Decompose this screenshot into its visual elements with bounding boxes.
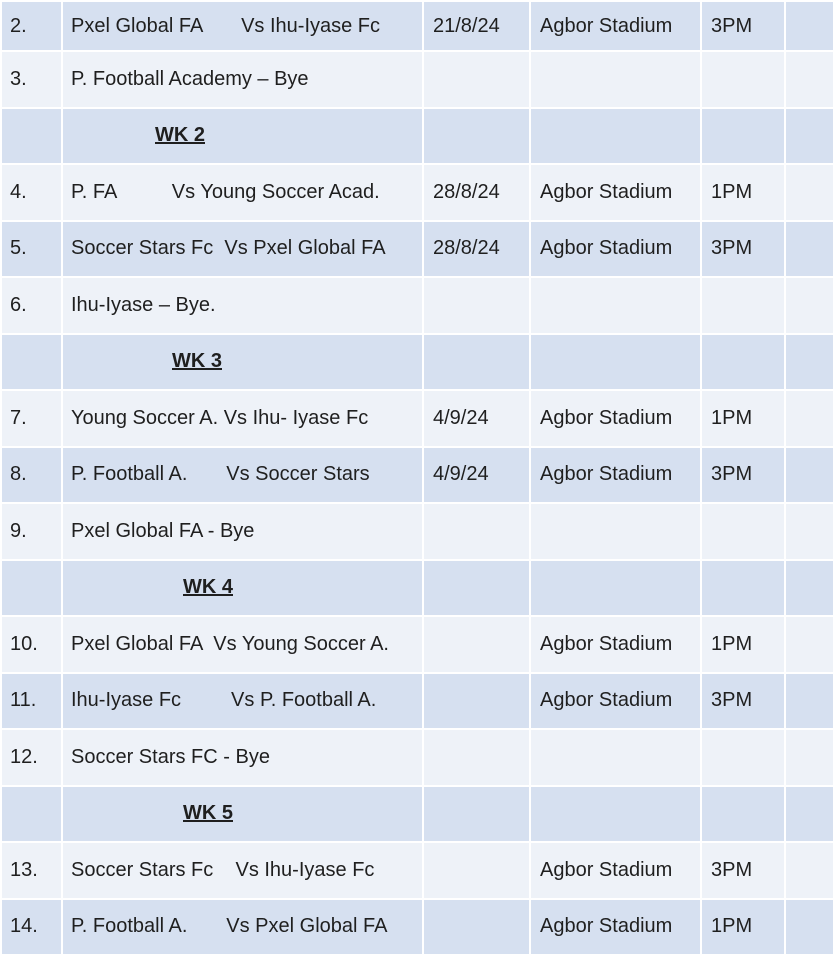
fixture-number: 3. (1, 51, 62, 108)
fixture-date (423, 729, 530, 786)
fixture-teams: Ihu-Iyase Fc Vs P. Football A. (62, 673, 423, 730)
week-label: WK 3 (172, 350, 222, 373)
extra-cell (785, 164, 833, 221)
fixture-time: 3PM (701, 1, 785, 51)
week-number-cell (1, 560, 62, 617)
fixture-number: 2. (1, 1, 62, 51)
extra-cell (785, 447, 833, 504)
fixture-teams: Ihu-Iyase – Bye. (62, 277, 423, 334)
extra-cell (785, 390, 833, 447)
fixture-time: 1PM (701, 899, 785, 956)
fixture-row (1, 277, 833, 334)
extra-cell (785, 673, 833, 730)
fixture-venue (530, 729, 701, 786)
week-header-row (1, 560, 833, 617)
fixture-venue: Agbor Stadium (530, 673, 701, 730)
fixture-date: 28/8/24 (423, 221, 530, 278)
venue-cell (530, 560, 701, 617)
fixture-teams: P. Football A. Vs Soccer Stars (62, 447, 423, 504)
week-label: WK 2 (155, 124, 205, 147)
fixture-row (1, 51, 833, 108)
fixture-venue: Agbor Stadium (530, 1, 701, 51)
fixture-number: 12. (1, 729, 62, 786)
extra-cell (785, 221, 833, 278)
fixture-row (1, 842, 833, 899)
fixture-teams: Soccer Stars Fc Vs Ihu-Iyase Fc (62, 842, 423, 899)
week-number-cell (1, 108, 62, 165)
fixture-date (423, 616, 530, 673)
fixture-teams: Pxel Global FA - Bye (62, 503, 423, 560)
week-header-row (1, 786, 833, 843)
fixture-time: 1PM (701, 390, 785, 447)
fixture-date (423, 842, 530, 899)
week-label-cell (62, 786, 423, 843)
extra-cell (785, 503, 833, 560)
extra-cell (785, 277, 833, 334)
fixture-time: 3PM (701, 447, 785, 504)
time-cell (701, 560, 785, 617)
fixture-venue: Agbor Stadium (530, 390, 701, 447)
extra-cell (785, 899, 833, 956)
fixture-row (1, 390, 833, 447)
fixture-venue: Agbor Stadium (530, 221, 701, 278)
fixture-row (1, 221, 833, 278)
fixture-time (701, 503, 785, 560)
date-cell (423, 108, 530, 165)
week-label-cell (62, 560, 423, 617)
date-cell (423, 786, 530, 843)
fixture-time: 3PM (701, 673, 785, 730)
fixture-date: 21/8/24 (423, 1, 530, 51)
fixture-date (423, 51, 530, 108)
fixture-teams: Pxel Global FA Vs Ihu-Iyase Fc (62, 1, 423, 51)
fixture-time: 3PM (701, 842, 785, 899)
fixture-teams: Pxel Global FA Vs Young Soccer A. (62, 616, 423, 673)
fixture-date (423, 899, 530, 956)
fixture-venue (530, 277, 701, 334)
week-header-row (1, 334, 833, 391)
fixture-venue: Agbor Stadium (530, 899, 701, 956)
venue-cell (530, 108, 701, 165)
date-cell (423, 334, 530, 391)
extra-cell (785, 1, 833, 51)
fixture-row (1, 673, 833, 730)
fixture-venue (530, 51, 701, 108)
fixture-time: 1PM (701, 164, 785, 221)
time-cell (701, 108, 785, 165)
week-label-cell (62, 108, 423, 165)
extra-cell (785, 51, 833, 108)
fixture-time: 1PM (701, 616, 785, 673)
week-header-row (1, 108, 833, 165)
fixture-number: 8. (1, 447, 62, 504)
fixture-number: 14. (1, 899, 62, 956)
fixtures-body (1, 1, 833, 955)
fixture-time (701, 277, 785, 334)
fixture-date (423, 503, 530, 560)
fixture-date (423, 673, 530, 730)
extra-cell (785, 108, 833, 165)
fixture-row (1, 447, 833, 504)
fixture-number: 11. (1, 673, 62, 730)
venue-cell (530, 334, 701, 391)
fixture-venue: Agbor Stadium (530, 164, 701, 221)
extra-cell (785, 616, 833, 673)
fixture-row (1, 899, 833, 956)
fixture-row (1, 729, 833, 786)
fixture-row (1, 1, 833, 51)
fixture-date: 4/9/24 (423, 447, 530, 504)
fixture-row (1, 164, 833, 221)
fixture-teams: P. Football Academy – Bye (62, 51, 423, 108)
week-number-cell (1, 334, 62, 391)
time-cell (701, 334, 785, 391)
fixture-time (701, 729, 785, 786)
fixture-venue: Agbor Stadium (530, 616, 701, 673)
fixture-teams: P. Football A. Vs Pxel Global FA (62, 899, 423, 956)
fixture-number: 7. (1, 390, 62, 447)
extra-cell (785, 842, 833, 899)
fixture-number: 5. (1, 221, 62, 278)
fixture-venue: Agbor Stadium (530, 842, 701, 899)
fixture-number: 6. (1, 277, 62, 334)
week-label: WK 5 (183, 802, 233, 825)
fixture-teams: P. FA Vs Young Soccer Acad. (62, 164, 423, 221)
fixture-row (1, 616, 833, 673)
extra-cell (785, 560, 833, 617)
week-label-cell (62, 334, 423, 391)
fixture-row (1, 503, 833, 560)
extra-cell (785, 729, 833, 786)
fixture-number: 10. (1, 616, 62, 673)
fixture-number: 13. (1, 842, 62, 899)
fixture-teams: Soccer Stars FC - Bye (62, 729, 423, 786)
extra-cell (785, 786, 833, 843)
week-label: WK 4 (183, 576, 233, 599)
week-number-cell (1, 786, 62, 843)
fixture-teams: Soccer Stars Fc Vs Pxel Global FA (62, 221, 423, 278)
fixture-date (423, 277, 530, 334)
fixture-venue (530, 503, 701, 560)
venue-cell (530, 786, 701, 843)
fixture-teams: Young Soccer A. Vs Ihu- Iyase Fc (62, 390, 423, 447)
fixture-number: 9. (1, 503, 62, 560)
extra-cell (785, 334, 833, 391)
fixture-venue: Agbor Stadium (530, 447, 701, 504)
date-cell (423, 560, 530, 617)
fixture-date: 4/9/24 (423, 390, 530, 447)
fixture-date: 28/8/24 (423, 164, 530, 221)
fixture-number: 4. (1, 164, 62, 221)
fixture-time (701, 51, 785, 108)
fixture-time: 3PM (701, 221, 785, 278)
time-cell (701, 786, 785, 843)
